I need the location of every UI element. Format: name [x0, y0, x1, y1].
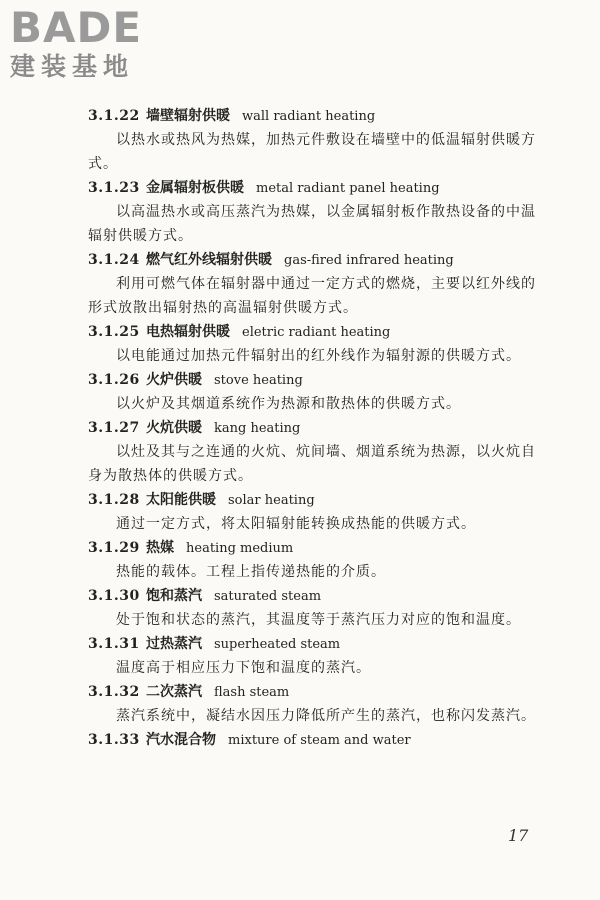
term-number: 3.1.22	[88, 108, 140, 124]
term-heading	[88, 584, 544, 608]
term-chinese: 热媒	[146, 540, 174, 556]
term-definition: 以热水或热风为热媒，加热元件敷设在墙壁中的低温辐射供暖方式。	[88, 132, 536, 172]
term-heading	[88, 320, 544, 344]
logo-title: BADE	[10, 3, 143, 52]
term-heading	[88, 368, 544, 392]
term-english: superheated steam	[214, 637, 341, 652]
term-english: flash steam	[214, 685, 290, 700]
term-number: 3.1.32	[88, 684, 140, 700]
term-entry	[88, 368, 544, 416]
term-number: 3.1.31	[88, 636, 140, 652]
term-heading	[88, 728, 544, 752]
term-entry	[88, 584, 544, 632]
term-definition: 以电能通过加热元件辐射出的红外线作为辐射源的供暖方式。	[116, 348, 521, 364]
term-definition: 利用可燃气体在辐射器中通过一定方式的燃烧，主要以红外线的形式放散出辐射热的高温辐射供暖方式。	[88, 276, 536, 316]
term-chinese: 太阳能供暖	[146, 492, 216, 508]
term-chinese: 墙壁辐射供暖	[146, 108, 230, 124]
term-number: 3.1.30	[88, 588, 140, 604]
term-chinese: 金属辐射板供暖	[146, 180, 244, 196]
term-definition: 蒸汽系统中，凝结水因压力降低所产生的蒸汽，也称闪发蒸汽。	[116, 708, 536, 724]
term-entry	[88, 728, 544, 752]
term-number: 3.1.27	[88, 420, 140, 436]
term-definition: 通过一定方式，将太阳辐射能转换成热能的供暖方式。	[116, 516, 476, 532]
term-english: stove heating	[214, 373, 303, 388]
term-entry	[88, 176, 544, 248]
term-english: gas-fired infrared heating	[284, 253, 454, 268]
term-chinese: 燃气红外线辐射供暖	[146, 252, 272, 268]
term-definition: 温度高于相应压力下饱和温度的蒸汽。	[116, 660, 371, 676]
term-definition: 以灶及其与之连通的火炕、炕间墙、烟道系统为热源，以火炕自身为散热体的供暖方式。	[88, 444, 536, 484]
term-english: mixture of steam and water	[228, 733, 411, 748]
term-definition: 以火炉及其烟道系统作为热源和散热体的供暖方式。	[116, 396, 461, 412]
term-entry	[88, 248, 544, 320]
term-english: kang heating	[214, 421, 301, 436]
term-entry	[88, 416, 544, 488]
term-english: solar heating	[228, 493, 315, 508]
term-definition: 热能的载体。工程上指传递热能的介质。	[116, 564, 386, 580]
term-chinese: 火炉供暖	[146, 372, 202, 388]
term-entry	[88, 680, 544, 728]
term-entry	[88, 320, 544, 368]
term-heading	[88, 104, 544, 128]
term-entry	[88, 488, 544, 536]
page-number: 17	[508, 826, 529, 845]
term-number: 3.1.29	[88, 540, 140, 556]
document-body	[88, 104, 544, 752]
term-english: metal radiant panel heating	[256, 181, 440, 196]
term-heading	[88, 536, 544, 560]
term-number: 3.1.24	[88, 252, 140, 268]
term-number: 3.1.23	[88, 180, 140, 196]
term-entry	[88, 632, 544, 680]
term-number: 3.1.33	[88, 732, 140, 748]
term-heading	[88, 488, 544, 512]
term-english: eletric radiant heating	[242, 325, 391, 340]
term-heading	[88, 680, 544, 704]
term-english: saturated steam	[214, 589, 322, 604]
term-number: 3.1.28	[88, 492, 140, 508]
term-chinese: 电热辐射供暖	[146, 324, 230, 340]
term-heading	[88, 632, 544, 656]
term-heading	[88, 176, 544, 200]
term-chinese: 火炕供暖	[146, 420, 202, 436]
term-entry	[88, 536, 544, 584]
term-chinese: 饱和蒸汽	[146, 588, 202, 604]
term-definition: 处于饱和状态的蒸汽，其温度等于蒸汽压力对应的饱和温度。	[116, 612, 521, 628]
term-chinese: 过热蒸汽	[146, 636, 202, 652]
term-number: 3.1.26	[88, 372, 140, 388]
term-entry	[88, 104, 544, 176]
term-heading	[88, 248, 544, 272]
term-chinese: 二次蒸汽	[146, 684, 202, 700]
term-chinese: 汽水混合物	[146, 732, 216, 748]
term-number: 3.1.25	[88, 324, 140, 340]
logo	[10, 3, 175, 88]
term-english: heating medium	[186, 541, 294, 556]
term-english: wall radiant heating	[242, 109, 376, 124]
term-definition: 以高温热水或高压蒸汽为热媒，以金属辐射板作散热设备的中温辐射供暖方式。	[88, 204, 536, 244]
term-heading	[88, 416, 544, 440]
logo-subtitle: 建装基地	[10, 52, 135, 81]
